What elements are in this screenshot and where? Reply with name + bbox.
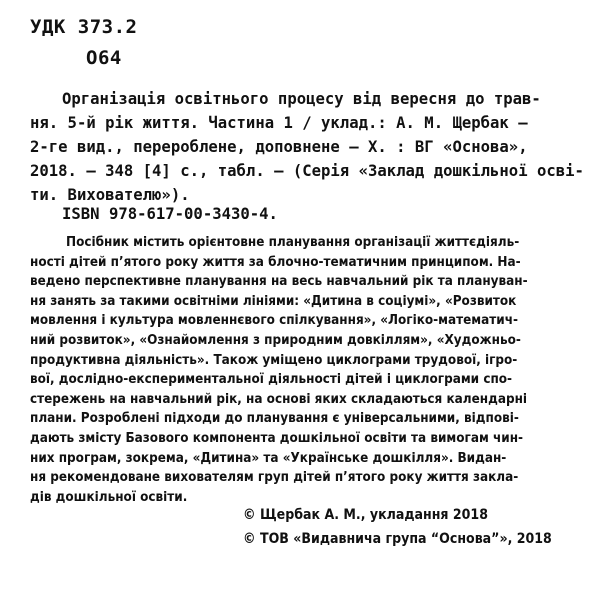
annotation-line: ня занять за такими освітніми лініями: «Дитина в соціумі», «Розвиток	[30, 293, 517, 309]
copyright-compiler: © Щербак А. М., укладання 2018	[243, 507, 488, 523]
classification-code: О64	[86, 47, 122, 69]
annotation-line: ня рекомендоване вихователям груп дітей п’ятого року життя заклa-	[30, 470, 519, 486]
annotation-line: стережень на навчальний рік, на основі яких складаються календарні	[30, 391, 528, 407]
biblio-line-2: ня. 5-й рік життя. Частина 1 / уклад.: А. М. Щербак —	[30, 114, 528, 132]
isbn: ISBN 978-617-00-3430-4.	[62, 205, 278, 223]
biblio-line-3: 2-ге вид., перероблене, доповнене — Х. : ВГ «Основа»,	[30, 138, 528, 156]
biblio-line-1: Організація освітнього процесу від вересня до трав-	[62, 90, 541, 108]
annotation-line: вої, дослідно-експериментальної діяльності дітей і циклограми спо-	[30, 372, 513, 388]
annotation-line: ведено перспективне планування на весь навчальний рік та плануван-	[30, 274, 528, 290]
annotation-line: них програм, зокрема, «Дитина» та «Українське дошкілля». Видан-	[30, 450, 507, 466]
annotation-line: дають змісту Базового компонента дошкільної освіти та вимогам чин-	[30, 430, 524, 446]
annotation-line: плани. Розроблені підходи до планування є універсальними, відпові-	[30, 411, 519, 427]
biblio-line-4: 2018. — 348 [4] с., табл. — (Серія «Заклад дошкільної осві-	[30, 162, 584, 180]
annotation-paragraph	[30, 233, 586, 507]
bibliographic-record	[30, 87, 584, 207]
annotation-line: ний розвиток», «Ознайомлення з природним довкіллям», «Художньо-	[30, 332, 521, 348]
annotation-line: Посібник містить орієнтовне планування організації життєдіяль-	[66, 235, 520, 250]
annotation-line: ності дітей п’ятого року життя за блочно-тематичним принципом. На-	[30, 254, 521, 270]
copyright-publisher: © ТОВ «Видавнича група “Основа”», 2018	[243, 531, 552, 547]
annotation-line: дів дошкільної освіти.	[30, 489, 188, 505]
biblio-line-5: ти. Вихователю»).	[30, 186, 190, 204]
udk-code: УДК 373.2	[30, 16, 138, 38]
annotation-line: мовлення і культура мовленнєвого спілкування», «Логіко-математич-	[30, 313, 518, 329]
annotation-line: продуктивна діяльність». Також уміщено циклограми трудової, ігро-	[30, 352, 518, 368]
